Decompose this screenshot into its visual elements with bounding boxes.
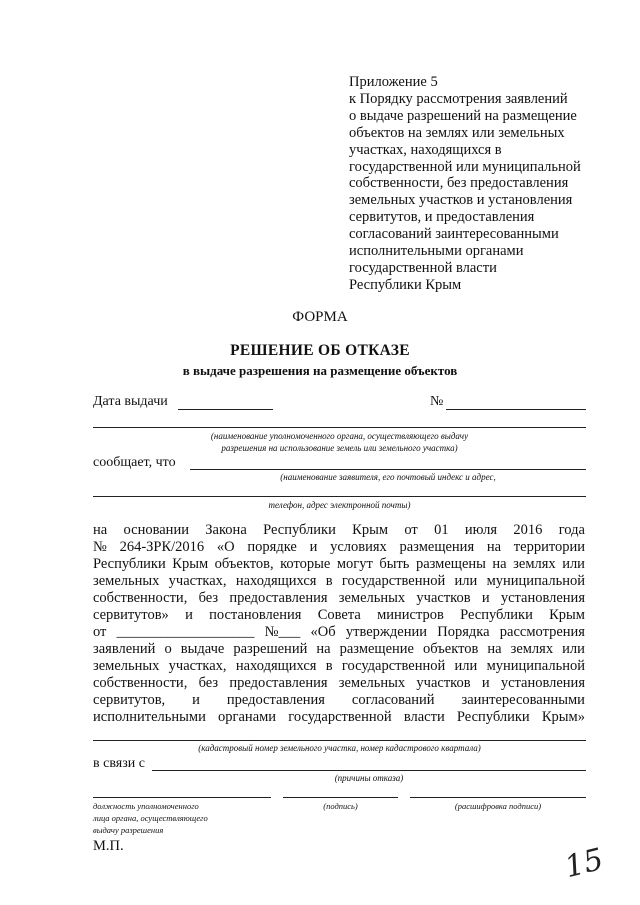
decoding-field[interactable] bbox=[410, 797, 586, 798]
applicant-field[interactable] bbox=[190, 469, 586, 470]
applicant-caption-1: (наименование заявителя, его почтовый индекс и адрес, bbox=[280, 472, 496, 482]
body-word: Республики bbox=[460, 607, 533, 623]
body-word: от bbox=[404, 522, 418, 538]
body-word: о bbox=[164, 641, 172, 657]
body-line bbox=[93, 658, 585, 675]
body-word: «О bbox=[216, 539, 235, 555]
body-word: ___________________ bbox=[116, 624, 255, 640]
body-word: власти bbox=[403, 709, 445, 725]
body-word: Порядка bbox=[437, 624, 490, 640]
body-word: в bbox=[325, 573, 333, 589]
body-word: Республики bbox=[456, 709, 530, 725]
body-word: установления bbox=[500, 590, 585, 606]
appendix-line: собственности, без предоставления bbox=[349, 175, 569, 192]
body-word: муниципальной bbox=[486, 573, 585, 589]
position-caption bbox=[93, 800, 208, 836]
body-paragraph bbox=[93, 522, 585, 726]
body-word: Республики bbox=[93, 556, 166, 572]
body-word: участках, bbox=[168, 658, 227, 674]
body-word: на bbox=[316, 641, 331, 657]
body-word: Закона bbox=[205, 522, 247, 538]
body-word: сервитутов, bbox=[93, 692, 166, 708]
stamp-label: М.П. bbox=[93, 838, 124, 854]
body-word: рассмотрения bbox=[499, 624, 585, 640]
body-word: размещение bbox=[339, 641, 414, 657]
appendix-line: исполнительными органами bbox=[349, 243, 524, 260]
body-word: № bbox=[93, 539, 107, 555]
body-word: основании bbox=[123, 522, 189, 538]
body-word: предоставления bbox=[229, 590, 328, 606]
body-word: собственности, bbox=[93, 675, 188, 691]
body-line bbox=[93, 641, 585, 658]
informs-label: сообщает, что bbox=[93, 455, 176, 470]
body-word: согласований bbox=[351, 692, 435, 708]
reasons-field[interactable] bbox=[152, 770, 586, 771]
reasons-caption: (причины отказа) bbox=[334, 773, 404, 783]
cadastral-caption: (кадастровый номер земельного участка, номер кадастрового квартала) bbox=[198, 743, 481, 753]
position-caption-line: должность уполномоченного bbox=[93, 801, 199, 811]
number-field[interactable] bbox=[446, 409, 586, 410]
body-word: на bbox=[487, 641, 502, 657]
body-word: и bbox=[192, 692, 200, 708]
position-caption-line: выдачу разрешения bbox=[93, 825, 164, 835]
body-word: на bbox=[93, 522, 108, 538]
body-word: сервитутов» bbox=[93, 607, 169, 623]
body-word: июля bbox=[464, 522, 498, 538]
authority-caption-1: (наименование уполномоченного органа, осуществляющего выдачу bbox=[210, 431, 469, 441]
body-line bbox=[93, 692, 585, 709]
body-word: «Об bbox=[310, 624, 336, 640]
body-word: и bbox=[481, 590, 490, 606]
body-word: государственной bbox=[288, 709, 392, 725]
body-word: муниципальной bbox=[486, 658, 585, 674]
position-field[interactable] bbox=[93, 797, 271, 798]
body-word: органами bbox=[218, 709, 277, 725]
body-word: заявлений bbox=[93, 641, 156, 657]
body-word: 2016 bbox=[513, 522, 543, 538]
body-word: от bbox=[93, 624, 107, 640]
body-word: установления bbox=[500, 675, 585, 691]
body-word: №___ bbox=[264, 624, 301, 640]
body-word: Крым bbox=[549, 607, 585, 623]
body-line bbox=[93, 709, 585, 726]
authority-field[interactable] bbox=[93, 427, 586, 428]
body-word: земельных bbox=[93, 658, 160, 674]
applicant-field-2[interactable] bbox=[93, 496, 586, 497]
body-line bbox=[93, 624, 585, 641]
body-word: года bbox=[558, 522, 585, 538]
body-word: которые bbox=[280, 556, 331, 572]
body-word: предоставления bbox=[226, 692, 325, 708]
applicant-caption-2: телефон, адрес электронной почты) bbox=[268, 500, 411, 510]
due-to-label: в связи с bbox=[93, 756, 145, 771]
position-caption-line: лица органа, осуществляющего bbox=[93, 813, 208, 823]
body-word: Крым bbox=[352, 522, 389, 538]
body-word: или bbox=[454, 573, 478, 589]
body-word: землях bbox=[513, 556, 556, 572]
body-word: и bbox=[309, 539, 318, 555]
appendix-line: согласований заинтересованными bbox=[349, 226, 559, 243]
body-word: объектов, bbox=[214, 556, 274, 572]
issue-date-label: Дата выдачи bbox=[93, 394, 168, 409]
body-word: земельных bbox=[338, 590, 406, 606]
authority-caption-2: разрешения на использование земель или земельного участка) bbox=[221, 443, 458, 453]
body-word: земельных bbox=[338, 675, 406, 691]
body-word: участков bbox=[416, 590, 471, 606]
body-word: размещены bbox=[415, 556, 486, 572]
body-word: без bbox=[198, 590, 219, 606]
body-word: участков bbox=[416, 675, 471, 691]
body-word: 264-ЗРК/2016 bbox=[119, 539, 205, 555]
body-word: или bbox=[454, 658, 478, 674]
body-word: находящихся bbox=[235, 573, 317, 589]
body-word: условиях bbox=[330, 539, 387, 555]
appendix-line: участках, находящихся в bbox=[349, 141, 502, 158]
body-line bbox=[93, 590, 585, 607]
page-number: 15 bbox=[561, 841, 607, 886]
body-word: или bbox=[562, 556, 585, 572]
body-word: постановления bbox=[209, 607, 302, 623]
body-word: министров bbox=[377, 607, 444, 623]
body-word: выдаче bbox=[180, 641, 225, 657]
body-word: размещения bbox=[399, 539, 475, 555]
body-word: на bbox=[486, 539, 502, 555]
appendix-line: земельных участков и установления bbox=[349, 192, 573, 209]
body-word: территории bbox=[513, 539, 585, 555]
body-word: или bbox=[562, 641, 585, 657]
document-subtitle: в выдаче разрешения на размещение объектов bbox=[182, 363, 458, 378]
appendix-line: о выдаче разрешений на размещение bbox=[349, 107, 577, 124]
body-line bbox=[93, 539, 585, 556]
body-word: объектов bbox=[423, 641, 479, 657]
body-word: Республики bbox=[263, 522, 336, 538]
issue-date-field[interactable] bbox=[178, 409, 273, 410]
body-word: государственной bbox=[341, 573, 446, 589]
appendix-line: государственной власти bbox=[349, 259, 497, 276]
appendix-line: объектов на землях или земельных bbox=[349, 124, 565, 141]
decoding-caption: (расшифровка подписи) bbox=[454, 801, 542, 811]
body-word: собственности, bbox=[93, 590, 188, 606]
body-word: 01 bbox=[434, 522, 449, 538]
body-word: в bbox=[325, 658, 333, 674]
appendix-line: к Порядку рассмотрения заявлений bbox=[349, 90, 568, 107]
body-word: утверждении bbox=[345, 624, 428, 640]
body-word: могут bbox=[336, 556, 373, 572]
body-word: без bbox=[198, 675, 219, 691]
document-title: РЕШЕНИЕ ОБ ОТКАЗЕ bbox=[230, 342, 410, 359]
body-word: заинтересованными bbox=[461, 692, 585, 708]
body-word: порядке bbox=[247, 539, 297, 555]
body-word: находящихся bbox=[235, 658, 317, 674]
number-label: № bbox=[430, 394, 444, 409]
form-label: ФОРМА bbox=[292, 309, 348, 325]
body-word: Крым bbox=[172, 556, 209, 572]
appendix-header bbox=[349, 74, 599, 294]
appendix-line: Приложение 5 bbox=[349, 74, 438, 90]
body-word: исполнительными bbox=[93, 709, 206, 725]
body-line bbox=[93, 675, 585, 692]
body-word: на bbox=[492, 556, 507, 572]
body-line bbox=[93, 522, 585, 539]
body-word: земельных bbox=[93, 573, 160, 589]
body-word: Крым» bbox=[541, 709, 585, 725]
cadastral-field[interactable] bbox=[93, 740, 586, 741]
appendix-line: государственной или муниципальной bbox=[349, 158, 581, 175]
body-word: предоставления bbox=[229, 675, 328, 691]
body-word: и bbox=[185, 607, 193, 623]
body-word: землях bbox=[510, 641, 554, 657]
body-word: участках, bbox=[168, 573, 227, 589]
body-word: разрешений bbox=[233, 641, 308, 657]
body-word: государственной bbox=[341, 658, 446, 674]
appendix-line: сервитутов, и предоставления bbox=[349, 209, 535, 226]
body-word: Совета bbox=[317, 607, 361, 623]
signature-caption: (подпись) bbox=[323, 801, 358, 811]
signature-field[interactable] bbox=[283, 797, 398, 798]
body-word: и bbox=[481, 675, 490, 691]
body-line bbox=[93, 556, 585, 573]
body-line bbox=[93, 607, 585, 624]
body-line bbox=[93, 573, 585, 590]
body-word: быть bbox=[379, 556, 410, 572]
appendix-line: Республики Крым bbox=[349, 276, 462, 293]
